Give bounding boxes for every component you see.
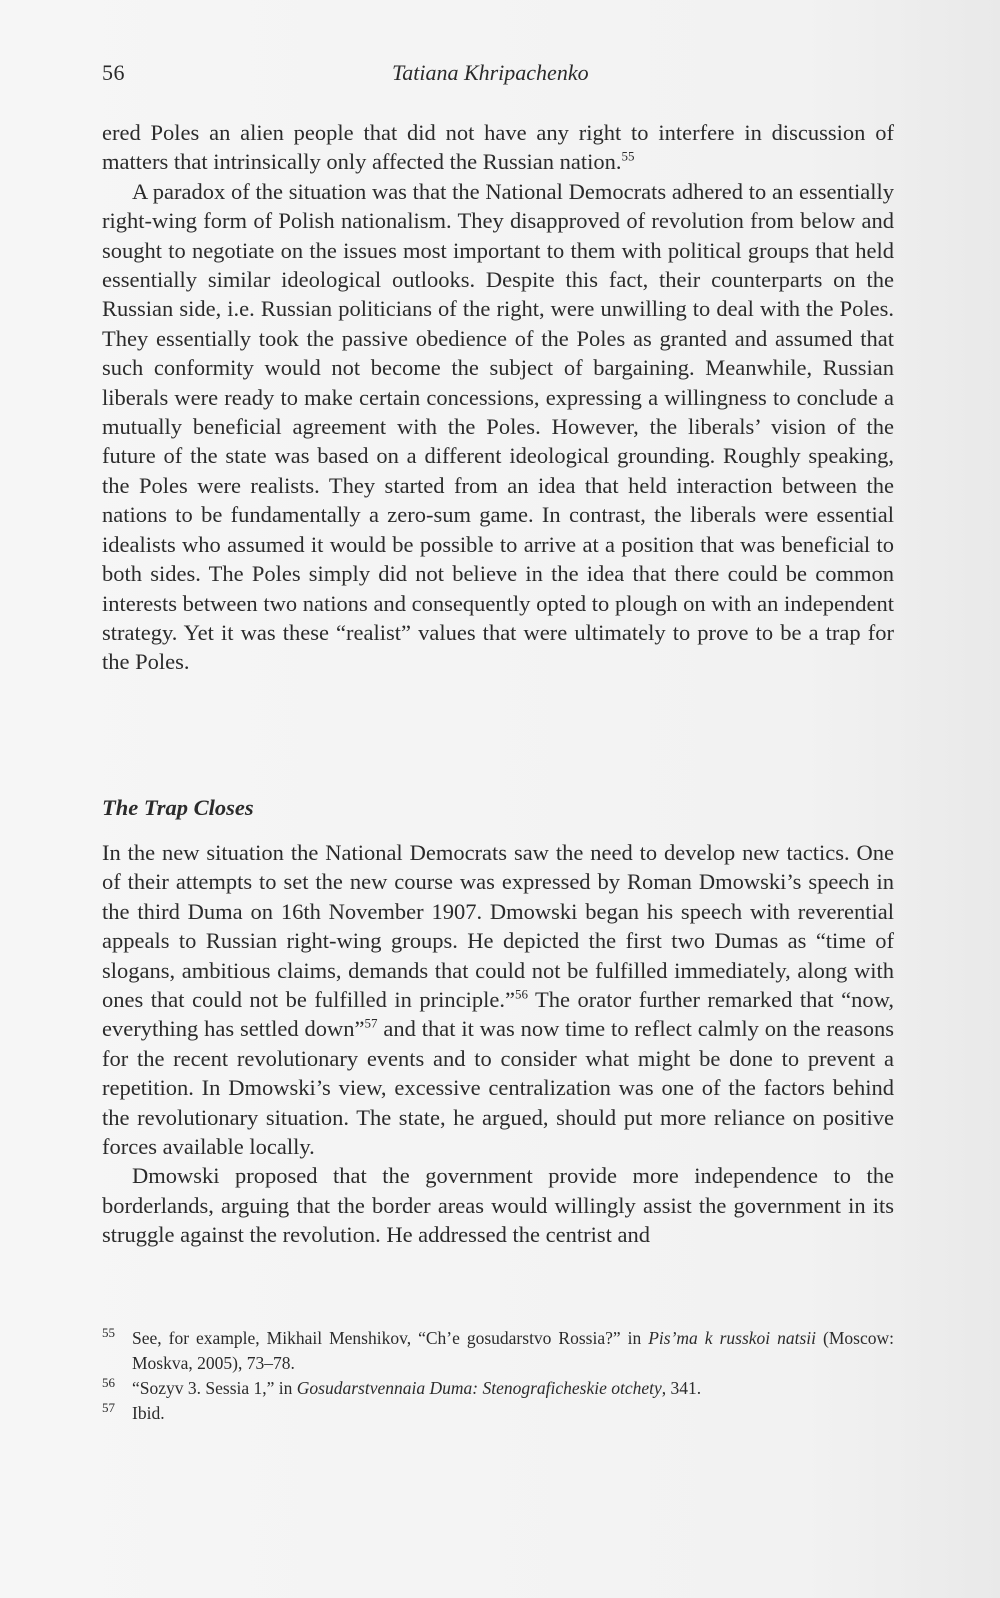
footnote-text-end: , 341. bbox=[661, 1378, 702, 1398]
footnote-55 bbox=[102, 1326, 894, 1376]
paragraph-3-part2: The orator further remarked that “now, everything has settled down” bbox=[102, 987, 894, 1042]
footnote-text: See, for example, Mikhail Menshikov, “Ch’e gosudarstvo Rossia?” in bbox=[132, 1328, 649, 1348]
paragraph-3 bbox=[102, 838, 894, 1161]
running-head-author: Tatiana Khripachenko bbox=[392, 60, 589, 85]
paragraph-2: A paradox of the situation was that the National Democrats adhered to an essentially right-wing form of Polish nationalism. They disapproved of revolution from below and sought to negotiate on the issues most important to them with political groups that held essentially similar ideological outlooks. Despite this fact, their counterparts on the Russian side, i.e. Russian politicians of the right, were unwilling to deal with the Poles. They essentially took the passive obedience of the Poles as granted and assumed that such conformity would not become the subject of bargaining. Meanwhile, Russian liberals were ready to make certain concessions, expressing a willingness to conclude a mutually beneficial agreement with the Poles. However, the liberals’ vision of the future of the state was based on a different ideological grounding. Roughly speaking, the Poles were realists. They started from an idea that held interaction between the nations to be fundamentally a zero-sum game. In contrast, the liberals were essential idealists who assumed it would be possible to arrive at a position that was beneficial to both sides. The Poles simply did not believe in the idea that there could be common interests between two nations and consequently opted to plough on with an independent strategy. Yet it was these “realist” values that were ultimately to prove to be a trap for the Poles. bbox=[102, 178, 894, 675]
footnote-title: Gosudarstvennaia Duma: Stenograficheskie otchety bbox=[296, 1378, 662, 1398]
footnote-ref-56[interactable]: 56 bbox=[514, 986, 528, 1002]
footnote-text: “Sozyv 3. Sessia 1,” in bbox=[132, 1378, 297, 1398]
body-text-section-2 bbox=[102, 838, 894, 1250]
footnote-number: 55 bbox=[102, 1325, 115, 1340]
paragraph-3-part1: In the new situation the National Democrats saw the need to develop new tactics. One of their attempts to set the new course was expressed by Roman Dmowski’s speech in the third Duma on 16th November 1907. Dmowski began his speech with reverential appeals to Russian right-wing groups. He depicted the first two Dumas as “time of slogans, ambitious claims, demands that could not be fulfilled immediately, along with ones that could not be fulfilled in principle.” bbox=[102, 840, 894, 1013]
paragraph-3-part3: and that it was now time to reflect calmly on the reasons for the recent revolutionary events and to consider what might be done to prevent a repetition. In Dmowski’s view, excessive centralization was one of the factors behind the revolutionary situation. The state, he argued, should put more reliance on positive forces available locally. bbox=[102, 1016, 894, 1160]
paragraph-1-text: ered Poles an alien people that did not have any right to interfere in discussion of matters that intrinsically only affected the Russian nation. bbox=[102, 120, 894, 175]
section-heading: The Trap Closes bbox=[102, 795, 254, 820]
page-number: 56 bbox=[102, 60, 125, 85]
paragraph-1 bbox=[102, 118, 894, 177]
footnote-number: 56 bbox=[102, 1375, 115, 1390]
footnotes bbox=[102, 1326, 894, 1426]
paragraph-4: Dmowski proposed that the government provide more independence to the borderlands, arguing that the border areas would willingly assist the government in its struggle against the revolution. He addressed the centrist and bbox=[102, 1163, 894, 1248]
footnote-56 bbox=[102, 1376, 894, 1401]
page-header bbox=[102, 60, 892, 92]
footnote-text-end: (Moscow: Moskva, 2005), 73–78. bbox=[132, 1328, 894, 1373]
footnote-ref-57[interactable]: 57 bbox=[364, 1015, 378, 1031]
footnote-text: Ibid. bbox=[132, 1403, 165, 1423]
body-text-section-1 bbox=[102, 118, 894, 677]
footnote-number: 57 bbox=[102, 1400, 115, 1415]
footnote-ref-55[interactable]: 55 bbox=[621, 148, 635, 164]
footnote-57 bbox=[102, 1401, 894, 1426]
footnote-title: Pis’ma k russkoi natsii bbox=[648, 1328, 817, 1348]
